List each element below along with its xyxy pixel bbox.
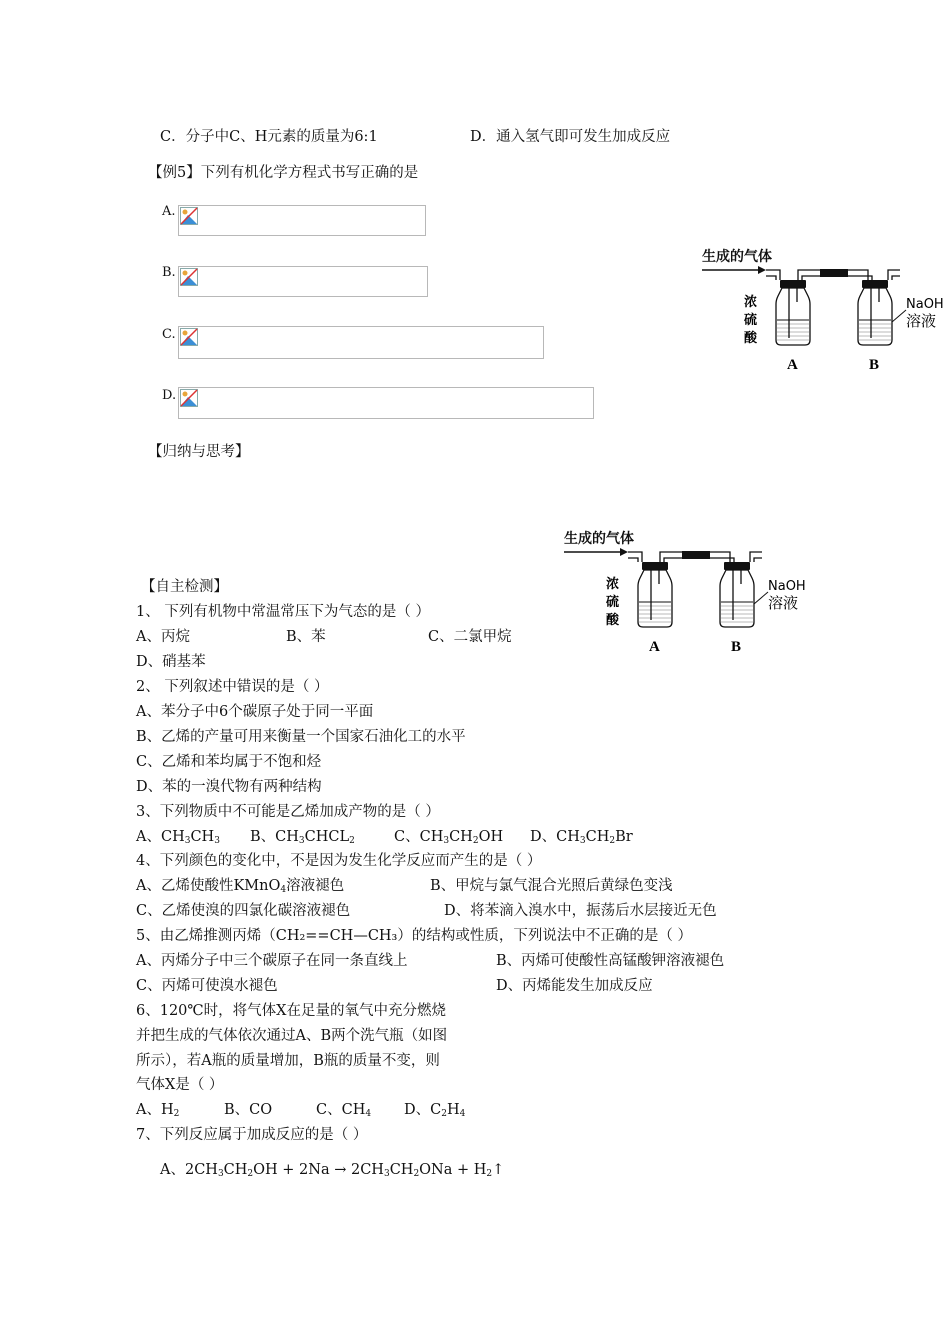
- q1-option-d: D、硝基苯: [136, 654, 206, 670]
- summary-title: 【归纳与思考】: [148, 444, 250, 460]
- bottle-a-label: A: [787, 357, 798, 373]
- option-d-text: D．通入氢气即可发生加成反应: [470, 129, 671, 145]
- gas-washing-apparatus-figure: [700, 244, 948, 376]
- example5-title: 【例5】下列有机化学方程式书写正确的是: [148, 165, 419, 181]
- bottle-b-label: B: [731, 639, 742, 655]
- acid-label-2: 硫: [606, 595, 620, 610]
- q3-text: 3、下列物质中不可能是乙烯加成产物的是（ ）: [136, 804, 440, 820]
- q4-option-a: [136, 876, 344, 896]
- q2-option-b: B、乙烯的产量可用来衡量一个国家石油化工的水平: [136, 729, 466, 745]
- q6-option-b: B、CO: [224, 1102, 273, 1118]
- q4-option-b: B、甲烷与氯气混合光照后黄绿色变浅: [430, 878, 673, 894]
- q5-option-c: C、丙烯可使溴水褪色: [136, 978, 278, 994]
- q6-option-c: C、$CH_4$: [316, 1102, 372, 1119]
- acid-label-1: 浓: [744, 295, 758, 310]
- q1-option-a: A、丙烷: [136, 629, 190, 645]
- q2-text: 2、 下列叙述中错误的是（ ）: [136, 679, 329, 695]
- option-c-text: C．分子中C、H元素的质量为6:1: [160, 129, 378, 145]
- bottle-a-label: A: [649, 639, 660, 655]
- q6-line-3: 所示），若A瓶的质量增加，B瓶的质量不变，则: [136, 1053, 440, 1069]
- q2-option-a: A、苯分子中6个碳原子处于同一平面: [136, 704, 374, 720]
- solution-label: 溶液: [768, 594, 799, 612]
- q4-option-a-pre: A、乙烯使酸性KMnO: [136, 878, 281, 894]
- q2-option-c: C、乙烯和苯均属于不饱和烃: [136, 754, 322, 770]
- example5-option-b-label: B.: [162, 265, 176, 280]
- acid-label-2: 硫: [744, 313, 758, 328]
- example5-option-c-label: C.: [162, 327, 176, 342]
- q6-line-1: 6、120℃时，将气体X在足量的氧气中充分燃烧: [136, 1003, 446, 1019]
- q6-line-2: 并把生成的气体依次通过A、B两个洗气瓶（如图: [136, 1028, 448, 1044]
- q3-option-d: D、$CH_3CH_2Br$: [530, 829, 633, 846]
- naoh-label: NaOH: [906, 297, 944, 312]
- broken-image-icon: [180, 268, 198, 286]
- example5-option-c-image: [178, 326, 544, 359]
- q4-option-d: D、将苯滴入溴水中，振荡后水层接近无色: [444, 903, 717, 919]
- q5-option-d: D、丙烯能发生加成反应: [496, 978, 653, 994]
- q3-option-a: A、$CH_3CH_3$: [136, 829, 220, 846]
- acid-label-1: 浓: [606, 577, 620, 592]
- q3-option-b: B、$CH_3CHCL_2$: [250, 829, 355, 846]
- q2-option-d: D、苯的一溴代物有两种结构: [136, 779, 322, 795]
- q6-option-a: A、$H_2$: [136, 1102, 180, 1119]
- q4-option-a-post: 溶液褪色: [286, 878, 345, 894]
- q4-option-a-sub: 4: [280, 885, 287, 895]
- q4-text: 4、下列颜色的变化中，不是因为发生化学反应而产生的是（ ）: [136, 853, 542, 869]
- gas-washing-apparatus-figure-2: [562, 526, 810, 658]
- acid-label-3: 酸: [606, 613, 620, 628]
- example5-option-b-image: [178, 266, 428, 297]
- broken-image-icon: [180, 389, 198, 407]
- q1-option-b: B、苯: [286, 629, 326, 645]
- q6-line-4: 气体X是（ ）: [136, 1077, 224, 1093]
- q7-text: 7、下列反应属于加成反应的是（ ）: [136, 1127, 368, 1143]
- naoh-label: NaOH: [768, 579, 806, 594]
- q6-option-d: D、$C_2H_4$: [404, 1102, 466, 1119]
- example5-option-a-label: A.: [162, 204, 176, 219]
- apparatus-gas-label: 生成的气体: [702, 249, 772, 265]
- q7-option-a: A、$2CH_3CH_2OH + 2Na \to 2CH_3CH_2ONa$ + $H_2↑$: [160, 1162, 505, 1179]
- acid-label-3: 酸: [744, 331, 758, 346]
- broken-image-icon: [180, 328, 198, 346]
- q5-text: 5、由乙烯推测丙烯（CH₂==CH—CH₃）的结构或性质，下列说法中不正确的是（ ）: [136, 928, 692, 944]
- example5-option-d-image: [178, 387, 594, 419]
- example5-option-d-label: D.: [162, 388, 177, 403]
- q4-option-c: C、乙烯使溴的四氯化碳溶液褪色: [136, 903, 351, 919]
- q5-option-a: A、丙烯分子中三个碳原子在同一条直线上: [136, 953, 408, 969]
- bottle-b-label: B: [869, 357, 880, 373]
- broken-image-icon: [180, 207, 198, 225]
- q5-option-b: B、丙烯可使酸性高锰酸钾溶液褪色: [496, 953, 725, 969]
- selftest-title: 【自主检测】: [141, 579, 228, 595]
- q1-text: 1、 下列有机物中常温常压下为气态的是（ ）: [136, 604, 430, 620]
- solution-label: 溶液: [906, 312, 937, 330]
- q3-option-c: C、$CH_3CH_2OH$: [394, 829, 504, 846]
- q1-option-c: C、二氯甲烷: [428, 629, 512, 645]
- apparatus-gas-label: 生成的气体: [564, 531, 634, 547]
- example5-option-a-image: [178, 205, 426, 236]
